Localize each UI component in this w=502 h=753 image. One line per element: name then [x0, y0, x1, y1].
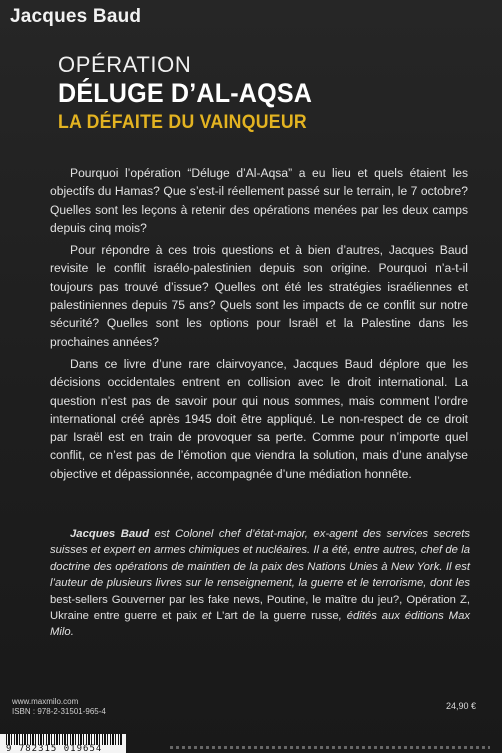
publisher-website: www.maxmilo.com	[12, 697, 79, 706]
bottom-divider	[170, 746, 490, 749]
title-block	[58, 52, 331, 134]
book-title: DÉLUGE D’AL-AQSA	[58, 78, 313, 108]
bio-bestsellers: best-sellers Gouverner par les fake news, Poutine, le maître du jeu?, Opération Z, Ukraine entre guerre et paix	[50, 593, 470, 623]
barcode-number: 9 782315 019654	[6, 744, 103, 753]
bio-text-2: et	[197, 610, 217, 623]
bio-last-title: L’art de la guerre russe	[216, 610, 339, 623]
isbn: ISBN : 978-2-31501-965-4	[12, 707, 106, 716]
blurb-paragraph-1: Pourquoi l’opération “Déluge d’Al-Aqsa” a eu lieu et quels étaient les objectifs du Hamas? Que s’est-il réellement passé sur le terrain, le 7 octobre? Quelles sont les leçons à retenir des opérations menées par les deux camps depuis cinq mois?	[50, 166, 468, 235]
blurb	[50, 164, 468, 487]
bio-author-name: Jacques Baud	[70, 528, 149, 540]
blurb-paragraph-3: Dans ce livre d’une rare clairvoyance, Jacques Baud déplore que les décisions occidentales entrent en collision avec le droit international. La question n’est pas de savoir pour qui nous sommes, mais comment l’ordre international créé après 1945 doit être appliqué. Le non-respect de ce droit par Israël est en train de provoquer sa perte. Comme pour n’importe quel conflit, ce n’est pas de l’émotion que viendra la solution, mais d’une analyse objective et dépassionnée, accompagnée d’une médiation honnête.	[50, 356, 468, 481]
title-prefix: OPÉRATION	[58, 52, 192, 77]
bio-text-3: , édités aux éditions Max Milo.	[50, 610, 470, 639]
author-bio	[50, 526, 470, 641]
author-name: Jacques Baud	[10, 6, 142, 27]
price: 24,90 €	[446, 701, 477, 711]
blurb-paragraph-2: Pour répondre à ces trois questions et à bien d’autres, Jacques Baud revisite le conflit israélo-palestinien depuis son origine. Pourquoi n’a-t-il toujours pas trouvé d’issue? Quelles ont été les stratégies israéliennes et palestiniennes depuis 75 ans? Quels sont les impacts de ce conflit sur notre sécurité? Quelles sont les options pour Israël et la Palestine dans les prochaines années?	[50, 243, 468, 349]
publisher-info	[12, 697, 106, 717]
barcode	[0, 734, 126, 753]
bio-text-1: est Colonel chef d’état-major, ex-agent des services secrets suisses et expert en armes chimiques et nucléaires. Il a été, entre autres, chef de la doctrine des opérations de maintien de la paix des Nations Unies à New York. Il est l’auteur de plusieurs livres sur le renseignement, la guerre et le terrorisme, dont les	[50, 528, 470, 590]
book-subtitle: LA DÉFAITE DU VAINQUEUR	[58, 112, 307, 133]
